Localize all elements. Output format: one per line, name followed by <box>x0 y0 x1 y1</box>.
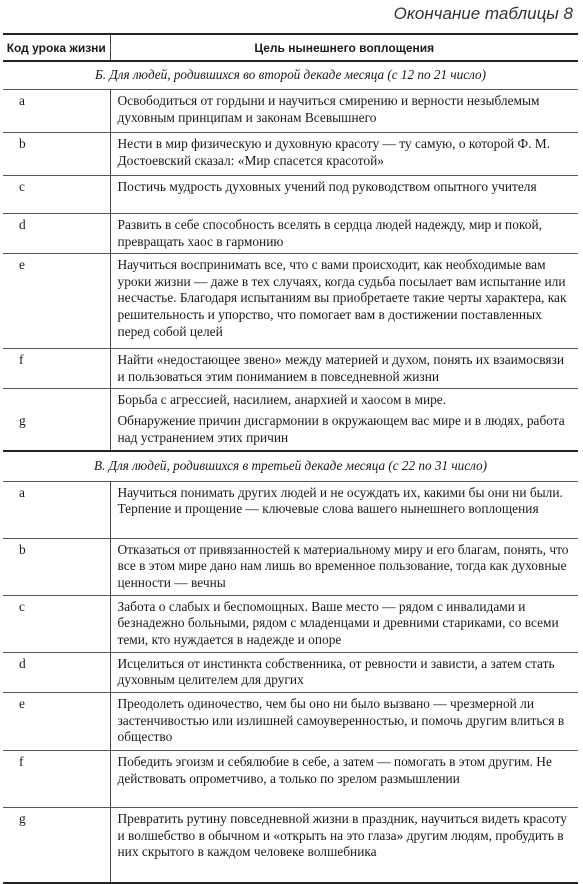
table-row <box>3 538 578 595</box>
lesson-goal: Найти «недостающее звено» между материей и духом, понять их взаимосвязи и пользоваться этим пониманием в повседневной жизни <box>110 349 578 389</box>
life-lessons-table <box>3 33 578 884</box>
table-row <box>3 349 578 389</box>
lesson-goal: Постичь мудрость духовных учений под руководством опытного учителя <box>110 176 578 214</box>
lesson-code: d <box>3 652 110 692</box>
lesson-code: e <box>3 693 110 751</box>
lesson-code: f <box>3 349 110 389</box>
lesson-goal: Развить в себе способность вселять в сердца людей надежду, мир и покой, превращать хаос в гармонию <box>110 214 578 254</box>
table-header-row <box>3 34 578 61</box>
lesson-goal-part-2: Обнаружение причин дисгармонии в окружающем вас мире и в людях, работа над устранением этих причин <box>117 412 565 445</box>
lesson-goal: Научиться воспринимать все, что с вами происходит, как необходимые вам уроки жизни — даже в тех случаях, когда судьба посылает вам испытание или несчастье. Благодаря испытаниям вы приобретаете такие черты характера, как решительность и упорство, что помогает вам в достижении поставленных перед собой целей <box>110 254 578 349</box>
table-row <box>3 652 578 692</box>
table-continuation-caption: Окончание таблицы 8 <box>393 4 573 23</box>
section-heading <box>3 451 578 482</box>
lesson-code: a <box>3 481 110 538</box>
table-row <box>3 808 578 883</box>
lesson-code: f <box>3 751 110 808</box>
lesson-goal: Забота о слабых и беспомощных. Ваше место — рядом с инвалидами и безнадежно больными, рядом с младенцами и древними стариками, со всеми теми, кто нуждается в надежде и опоре <box>110 595 578 652</box>
lesson-goal <box>110 389 578 451</box>
table-row <box>3 133 578 176</box>
table-row <box>3 693 578 751</box>
table-row <box>3 214 578 254</box>
lesson-code: b <box>3 133 110 176</box>
lesson-goal: Преодолеть одиночество, чем бы оно ни было вызвано — чрезмерной ли застенчивостью или излишней самоуверенностью, и помочь другим влиться в общество <box>110 693 578 751</box>
table-row <box>3 481 578 538</box>
lesson-code: g <box>3 808 110 883</box>
lesson-goal: Отказаться от привязанностей к материальному миру и его благам, понять, что все в этом мире дано нам лишь во временное пользование, тогда как духовные ценности — вечны <box>110 538 578 595</box>
lesson-goal: Победить эгоизм и себялюбие в себе, а затем — помогать в этом другим. Не действовать опрометчиво, а только по зрелом размышлении <box>110 751 578 808</box>
lesson-code: e <box>3 254 110 349</box>
lesson-goal: Освободиться от гордыни и научиться смирению и верности незыблемым духовным принципам и законам Всевышнего <box>110 90 578 133</box>
lesson-code: d <box>3 214 110 254</box>
lesson-goal: Превратить рутину повседневной жизни в праздник, научиться видеть красоту и волшебство в обычном и «открыть на это глаза» другим людям, пробудить в них скрытого в каждом человеке волшебника <box>110 808 578 883</box>
lesson-code: g <box>3 389 110 451</box>
lesson-goal: Нести в мир физическую и духовную красоту — ту самую, о которой Ф. М. Достоевский сказал: «Мир спасется красотой» <box>110 133 578 176</box>
lesson-goal-part-1: Борьба с агрессией, насилием, анархией и хаосом в мире. <box>117 392 447 408</box>
section-title: В. Для людей, родившихся в третьей декаде месяца (с 22 по 31 число) <box>3 451 578 482</box>
lesson-code: c <box>3 176 110 214</box>
table-row <box>3 389 578 451</box>
lesson-code: b <box>3 538 110 595</box>
lesson-code: a <box>3 90 110 133</box>
lesson-goal: Научиться понимать других людей и не осуждать их, какими бы они ни были. Терпение и прощение — ключевые слова вашего нынешнего воплощения <box>110 481 578 538</box>
lesson-code: c <box>3 595 110 652</box>
table-row <box>3 254 578 349</box>
section-title: Б. Для людей, родившихся во второй декаде месяца (с 12 по 21 число) <box>3 61 578 90</box>
section-heading <box>3 61 578 90</box>
lesson-goal: Исцелиться от инстинкта собственника, от ревности и зависти, а затем стать духовным целителем для других <box>110 652 578 692</box>
header-code: Код урока жизни <box>3 34 110 61</box>
header-goal: Цель нынешнего воплощения <box>110 34 578 61</box>
table-row <box>3 90 578 133</box>
table-row <box>3 595 578 652</box>
table-row <box>3 176 578 214</box>
table-row <box>3 751 578 808</box>
